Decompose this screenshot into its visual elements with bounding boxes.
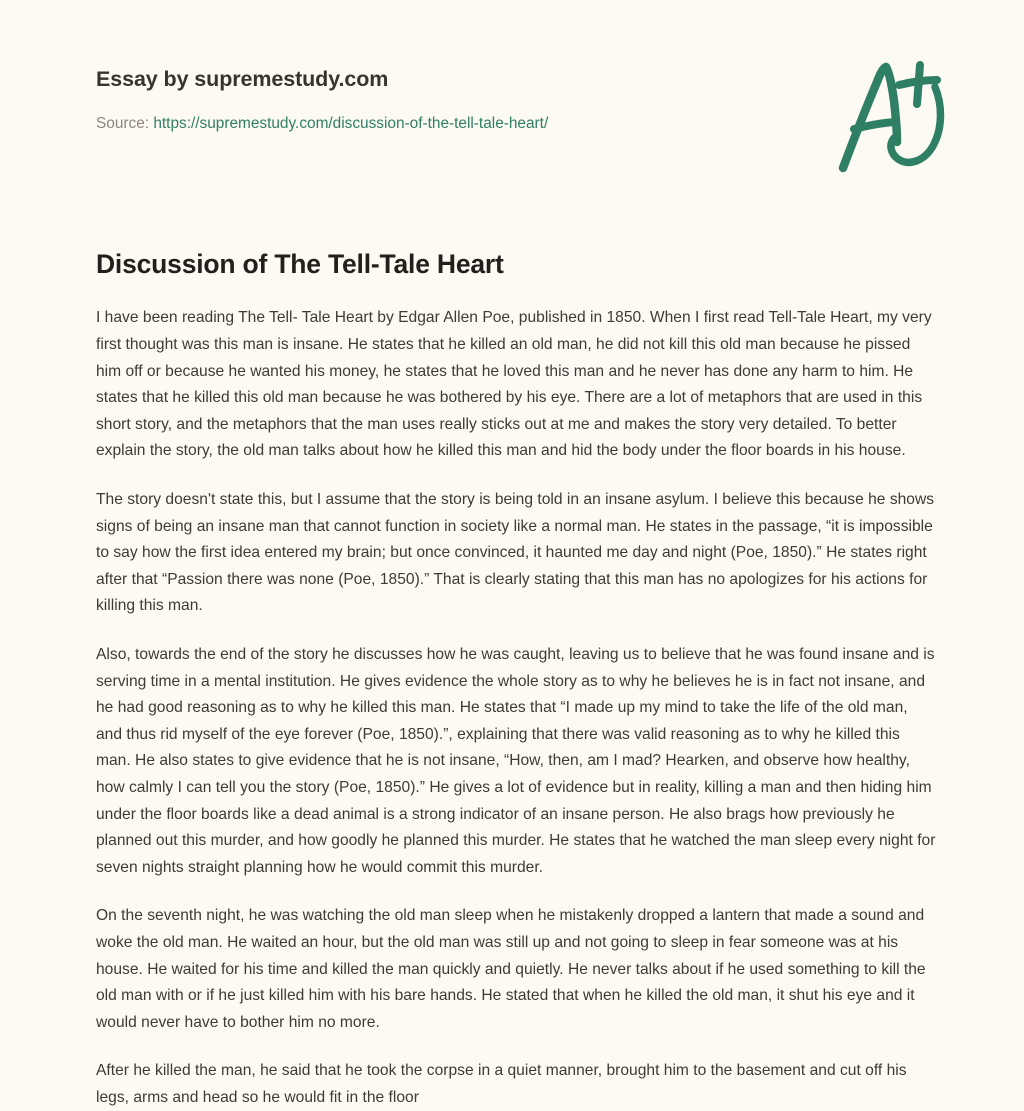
a-plus-logo-icon [836,56,954,176]
essay-attribution: Essay by supremestudy.com [96,67,389,91]
document-header [0,0,1024,230]
paragraph: After he killed the man, he said that he took the corpse in a quiet manner, brought him to the basement and cut off his legs, arms and head so he would fit in the floor [96,1062,907,1106]
page-title: Discussion of The Tell-Tale Heart [96,249,504,279]
paragraph: The story doesn't state this, but I assume that the story is being told in an insane asylum. I believe this because he shows signs of being an insane man that cannot function in society like a normal man. He states in the passage, “it is impossible to say how the first idea entered my brain; but once convinced, it haunted me day and night (Poe, 1850).” He states right after that “Passion there was none (Poe, 1850).” That is clearly stating that this man has no apologizes for his actions for killing this man. [96,491,935,615]
paragraph: Also, towards the end of the story he discusses how he was caught, leaving us to believe that he was found insane and is serving time in a mental institution. He gives evidence the whole story as to why he believes he is in fact not insane, and he had good reasoning as to why he killed this man. He states that “I made up my mind to take the life of the old man, and thus rid myself of the eye forever (Poe, 1850).”, explaining that there was valid reasoning as to why he killed this man. He also states to give evidence that he is not insane, “How, then, am I mad? Hearken, and observe how healthy, how calmly I can tell you the story (Poe, 1850).” He gives a lot of evidence but in reality, killing a man and then hiding him under the floor boards like a dead animal is a strong indicator of an insane person. He also brags how previously he planned out this murder, and how goodly he planned this murder. He states that he watched the man sleep every night for seven nights straight planning how he would commit this murder. [96,645,936,876]
header-meta-block [96,66,796,134]
site-logo[interactable] [836,56,954,176]
article-body [96,305,936,1111]
source-url-link[interactable]: https://supremestudy.com/discussion-of-the-tell-tale-heart/ [153,114,549,132]
source-line [96,114,796,134]
source-label: Source: [96,114,150,132]
article [96,247,936,1111]
paragraph: I have been reading The Tell- Tale Heart by Edgar Allen Poe, published in 1850. When I first read Tell-Tale Heart, my very first thought was this man is insane. He states that he killed an old man, he did not kill this old man because he pissed him off or because he wanted his money, he states that he loved this man and he never has done any harm to him. He states that he killed this old man because he was bothered by his eye. There are a lot of metaphors that are used in this short story, and the metaphors that the man uses really sticks out at me and makes the story very detailed. To better explain the story, the old man talks about how he killed this man and hid the body under the floor boards in his house. [96,309,932,460]
paragraph: On the seventh night, he was watching the old man sleep when he mistakenly dropped a lantern that made a sound and woke the old man. He waited an hour, but the old man was still up and not going to sleep in fear someone was at his house. He waited for his time and killed the man quickly and quietly. He never talks about if he used something to kill the old man with or if he just killed him with his bare hands. He stated that when he killed the old man, it shut his eye and it would never have to bother him no more. [96,907,926,1031]
